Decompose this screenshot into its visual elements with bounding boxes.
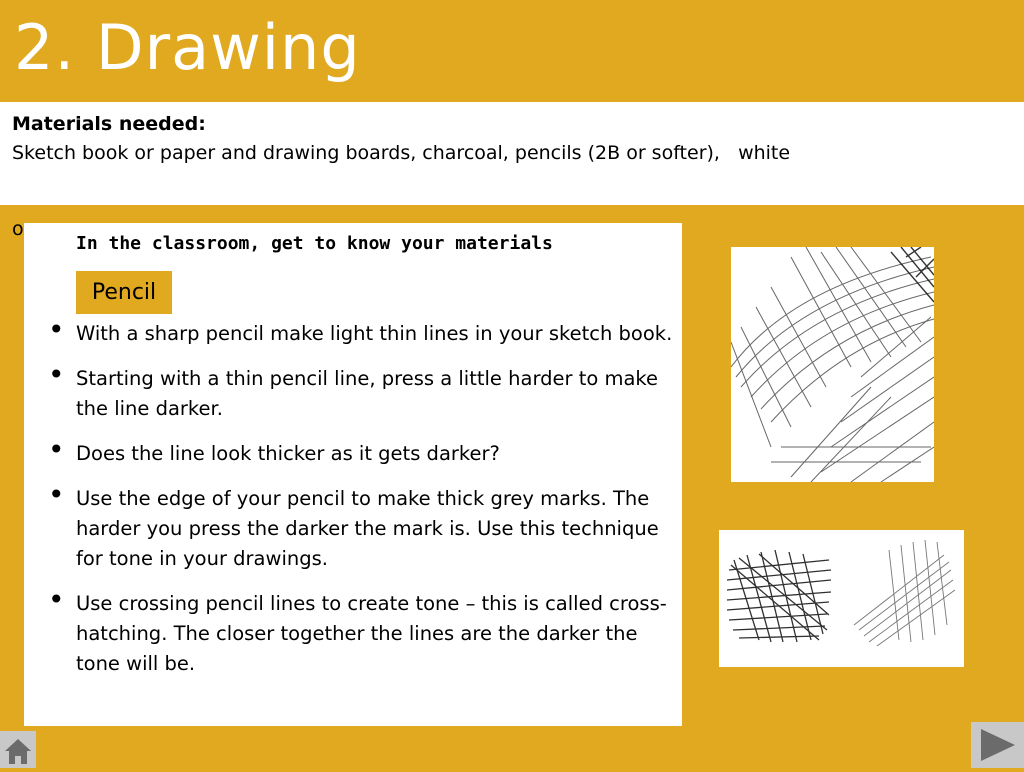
- list-item-text: Starting with a thin pencil line, press a little harder to make the line darker.: [76, 367, 659, 420]
- materials-overflow-text: o: [12, 218, 24, 240]
- list-item-text: Use crossing pencil lines to create tone – this is called cross-hatching. The closer together the lines are the darker the tone will be.: [76, 592, 667, 675]
- bullet-icon: •: [48, 478, 65, 511]
- instructions-panel: [24, 223, 682, 726]
- tone-patches-graphic: [719, 530, 964, 667]
- hatching-sketch-image: [731, 247, 934, 482]
- list-item-text: Use the edge of your pencil to make thick grey marks. The harder you press the darker the mark is. Use this technique for tone in your drawings.: [76, 487, 659, 570]
- tone-patches-image: [719, 530, 964, 667]
- bullet-icon: •: [48, 583, 65, 616]
- next-arrow-icon: [971, 722, 1024, 768]
- list-item: [46, 478, 678, 574]
- list-item: [46, 358, 678, 424]
- pencil-label: Pencil: [76, 271, 172, 314]
- materials-band: [0, 102, 1024, 205]
- bullet-icon: •: [48, 358, 65, 391]
- list-item-text: With a sharp pencil make light thin lines in your sketch book.: [76, 322, 673, 345]
- bullet-icon: •: [48, 313, 65, 346]
- home-icon: [0, 731, 36, 768]
- bullet-icon: •: [48, 433, 65, 466]
- list-item: [46, 433, 678, 469]
- home-button[interactable]: [0, 731, 36, 768]
- panel-heading: In the classroom, get to know your materials: [76, 233, 553, 254]
- list-item-text: Does the line look thicker as it gets darker?: [76, 442, 500, 465]
- list-item: [46, 583, 678, 679]
- hatching-sketch-graphic: [731, 247, 934, 482]
- instruction-list: [46, 313, 678, 694]
- slide-title: 2. Drawing: [14, 11, 361, 84]
- materials-text: Sketch book or paper and drawing boards, charcoal, pencils (2B or softer), white: [12, 142, 791, 164]
- list-item: [46, 313, 678, 349]
- materials-heading: Materials needed:: [12, 113, 206, 135]
- next-slide-button[interactable]: [971, 722, 1024, 768]
